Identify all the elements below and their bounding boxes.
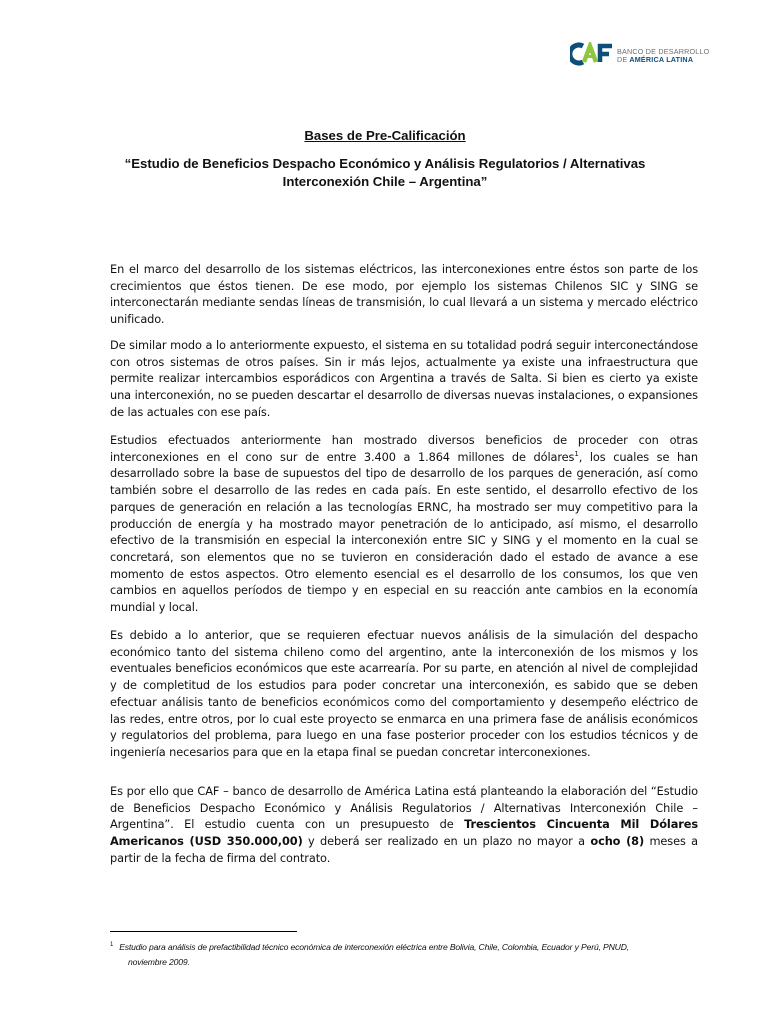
document-subtitle: “Estudio de Beneficios Despacho Económico y Análisis Regulatorios / Alternativas Interconexión Chile – Argentina”	[124, 156, 646, 189]
logo-line-2-text: AMÉRICA LATINA	[629, 55, 694, 64]
caf-logo	[570, 42, 710, 68]
paragraph-5-part-a: Es por ello que CAF – banco de desarrollo de América Latina está planteando la elaboración del “Estudio de Beneficios Despacho Económico y Análisis Regulatorios / Alternativas Interconexión Chile – Argentina”. El estudio cuenta con un presupuesto de	[110, 784, 698, 832]
footnote-reference: 1	[574, 449, 579, 458]
footnote-number: 1	[110, 942, 114, 948]
paragraph-1: En el marco del desarrollo de los sistemas eléctricos, las interconexiones entre éstos son parte de los crecimientos que éstos tienen. De ese modo, por ejemplo los sistemas Chilenos SIC y SING se interconectarán mediante sendas líneas de transmisión, lo cual llevará a un sistema y mercado eléctrico unificado.	[110, 262, 698, 327]
logo-line-2-prefix: DE	[617, 55, 628, 64]
paragraph-4: Es debido a lo anterior, que se requieren efectuar nuevos análisis de la simulación del despacho económico tanto del sistema chileno como del argentino, ante la interconexión de los mismos y los eventuales beneficios económicos que este acarrearía. Por su parte, en atención al nivel de complejidad y de completitud de los estudios para poder concretar una interconexión, es sabido que se deben efectuar análisis tanto de beneficios económicos como del comportamiento y desempeño eléctrico de las redes, entre otros, por lo cual este proyecto se enmarca en una primera fase de análisis económicos y regulatorios del problema, para luego en una fase posterior proceder con los estudios técnicos y de ingeniería necesarios para que en la etapa final se puedan concretar interconexiones.	[110, 628, 698, 759]
footnote	[110, 938, 710, 971]
duration-months: ocho (8)	[590, 834, 645, 849]
paragraph-5	[110, 783, 698, 867]
caf-logo-mark	[570, 42, 614, 66]
logo-line-1: BANCO DE DESARROLLO	[617, 47, 710, 56]
paragraph-3-part-b: , los cuales se han desarrollado sobre la base de supuestos del tipo de desarrollo de los parques de generación, así como también sobre el desarrollo de las redes en cada país. En este sentido, el desarrollo efectivo de los parques de generación en relación a las tecnologías ERNC, ha mostrado ser muy competitivo para la producción de energía y ha mostrado mayor penetración de lo anticipado, así mismo, el desarrollo efectivo de la transmisión en especial la interconexión entre SIC y SING y el momento en la cual se concretará, son elementos que no se tuvieron en consideración dado el estado de avance a ese momento de estos aspectos. Otro elemento esencial es el desarrollo de los consumos, los que ven cambios en aquellos períodos de tiempo y en especial en su reacción ante cambios en la economía mundial y local.	[110, 449, 698, 615]
footnote-separator	[110, 931, 297, 932]
paragraph-3	[110, 432, 698, 616]
paragraph-5-part-b: y deberá ser realizado en un plazo no mayor a	[302, 834, 591, 849]
footnote-line-2: noviembre 2009.	[128, 957, 190, 968]
footnote-line-1: Estudio para análisis de prefactibilidad técnico económica de interconexión eléctrica entre Bolivia, Chile, Colombia, Ecuador y Perú, PNUD,	[119, 941, 630, 952]
document-title: Bases de Pre-Calificación	[304, 128, 466, 143]
paragraph-3-part-a: Estudios efectuados anteriormente han mostrado diversos beneficios de proceder con otras interconexiones en el cono sur de entre 3.400 a 1.864 millones de dólares	[110, 433, 698, 464]
paragraph-5-part-c: meses a partir de la fecha de firma del contrato.	[110, 834, 699, 865]
paragraph-2: De similar modo a lo anteriormente expuesto, el sistema en su totalidad podrá seguir interconectándose con otros sistemas de otros países. Sin ir más lejos, actualmente ya existe una infraestructura que permite realizar intercambios esporádicos con Argentina a través de Salta. Si bien es cierto ya existe una interconexión, no se pueden descartar el desarrollo de diversas nuevas instalaciones, o expansiones de las actuales con ese país.	[110, 338, 698, 419]
logo-line-2	[617, 56, 693, 64]
budget-amount: Trescientos Cincuenta Mil Dólares Americanos (USD 350.000,00)	[110, 817, 698, 849]
